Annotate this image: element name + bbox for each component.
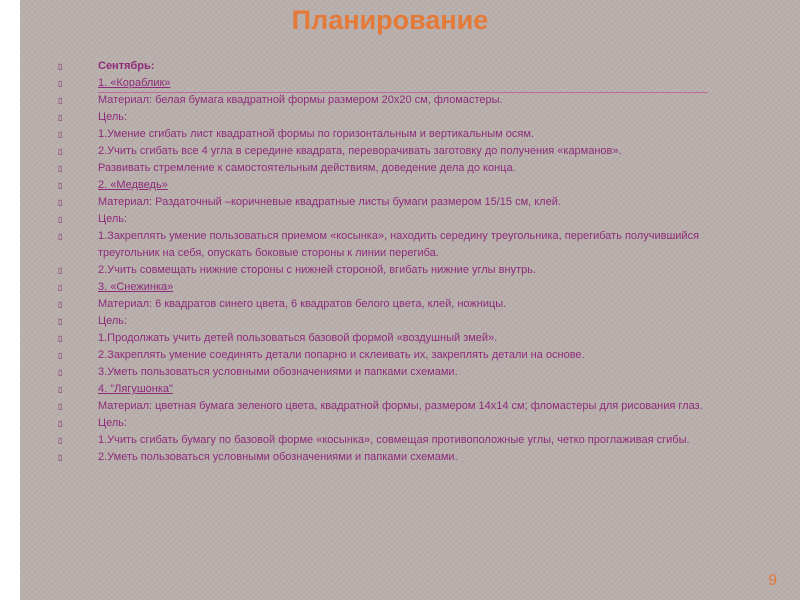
bullet-icon [58,194,68,211]
list-item-text: 2.Учить совмещать нижние стороны с нижней стороной, вгибать нижние углы внутрь. [98,264,537,276]
list-item [58,211,708,228]
list-item-text: Цель: [98,417,128,429]
list-item [58,160,708,177]
list-item [58,228,708,262]
bullet-icon [58,92,68,109]
list-item-text: 4. "Лягушонка" [98,383,173,395]
bullet-icon [58,262,68,279]
plan-list [58,58,708,466]
list-item-text: Цель: [98,111,128,123]
list-item-text: Материал: 6 квадратов синего цвета, 6 квадратов белого цвета, клей, ножницы. [98,298,507,310]
bullet-icon [58,330,68,347]
list-item [58,262,708,279]
bullet-icon [58,296,68,313]
list-item-text: Сентябрь: [98,60,155,72]
list-item-text: 2.Уметь пользоваться условными обозначениями и папками схемами. [98,451,458,463]
list-item-text: Материал: цветная бумага зеленого цвета, квадратной формы, размером 14х14 см; фломастеры для рисования глаз. [98,400,703,412]
list-item [58,296,708,313]
list-item-text: 3.Уметь пользоваться условными обозначениями и папками схемами. [98,366,458,378]
bullet-icon [58,415,68,432]
list-item [58,75,708,92]
bullet-icon [58,279,68,296]
list-item [58,415,708,432]
list-item [58,449,708,466]
list-item [58,381,708,398]
bullet-icon [58,177,68,194]
list-item [58,58,708,75]
list-item [58,313,708,330]
list-item-text: 1.Учить сгибать бумагу по базовой форме «косынка», совмещая противоположные углы, четко проглаживая сгибы. [98,434,690,446]
list-item-text: 2. «Медведь» [98,179,168,191]
list-item-text: Цель: [98,315,128,327]
bullet-icon [58,58,68,75]
list-item [58,279,708,296]
bullet-icon [58,126,68,143]
list-item-text: Цель: [98,213,128,225]
list-item [58,126,708,143]
list-item [58,194,708,211]
list-item [58,177,708,194]
list-item-text: 1.Закреплять умение пользоваться приемом «косынка», находить середину треугольника, перегибать получившийся треугольник на себя, опускать боковые стороны к линии перегиба. [98,230,700,259]
list-item [58,143,708,160]
bullet-icon [58,313,68,330]
bullet-icon [58,75,68,92]
list-item-text: 2.Учить сгибать все 4 угла в середине квадрата, переворачивать заготовку до получения «карманов». [98,145,622,157]
list-item [58,364,708,381]
bullet-icon [58,211,68,228]
bullet-icon [58,228,68,245]
content-panel [20,0,800,600]
bullet-icon [58,347,68,364]
bullet-icon [58,449,68,466]
list-item [58,432,708,449]
list-item-text: 2.Закреплять умение соединять детали попарно и склеивать их, закреплять детали на основе. [98,349,585,361]
bullet-icon [58,160,68,177]
bullet-icon [58,143,68,160]
page-number: 9 [768,572,777,589]
list-item-text: Материал: Раздаточный –коричневые квадратные листы бумаги размером 15/15 см, клей. [98,196,561,208]
list-item-text: Развивать стремление к самостоятельным действиям, доведение дела до конца. [98,162,516,174]
bullet-icon [58,432,68,449]
list-item [58,330,708,347]
list-item-text: 3. «Снежинка» [98,281,174,293]
bullet-icon [58,398,68,415]
list-item-text: Материал: белая бумага квадратной формы размером 20х20 см, фломастеры. [98,94,503,106]
list-item-text: 1.Продолжать учить детей пользоваться базовой формой «воздушный змей». [98,332,498,344]
slide-title: Планирование [291,5,489,35]
list-item-text: 1.Умение сгибать лист квадратной формы по горизонтальным и вертикальным осям. [98,128,534,140]
bullet-icon [58,364,68,381]
list-item [58,347,708,364]
list-item [58,109,708,126]
bullet-icon [58,109,68,126]
bullet-icon [58,381,68,398]
list-item [58,92,708,109]
list-item [58,398,708,415]
list-item-text: 1. «Кораблик» [98,77,171,89]
